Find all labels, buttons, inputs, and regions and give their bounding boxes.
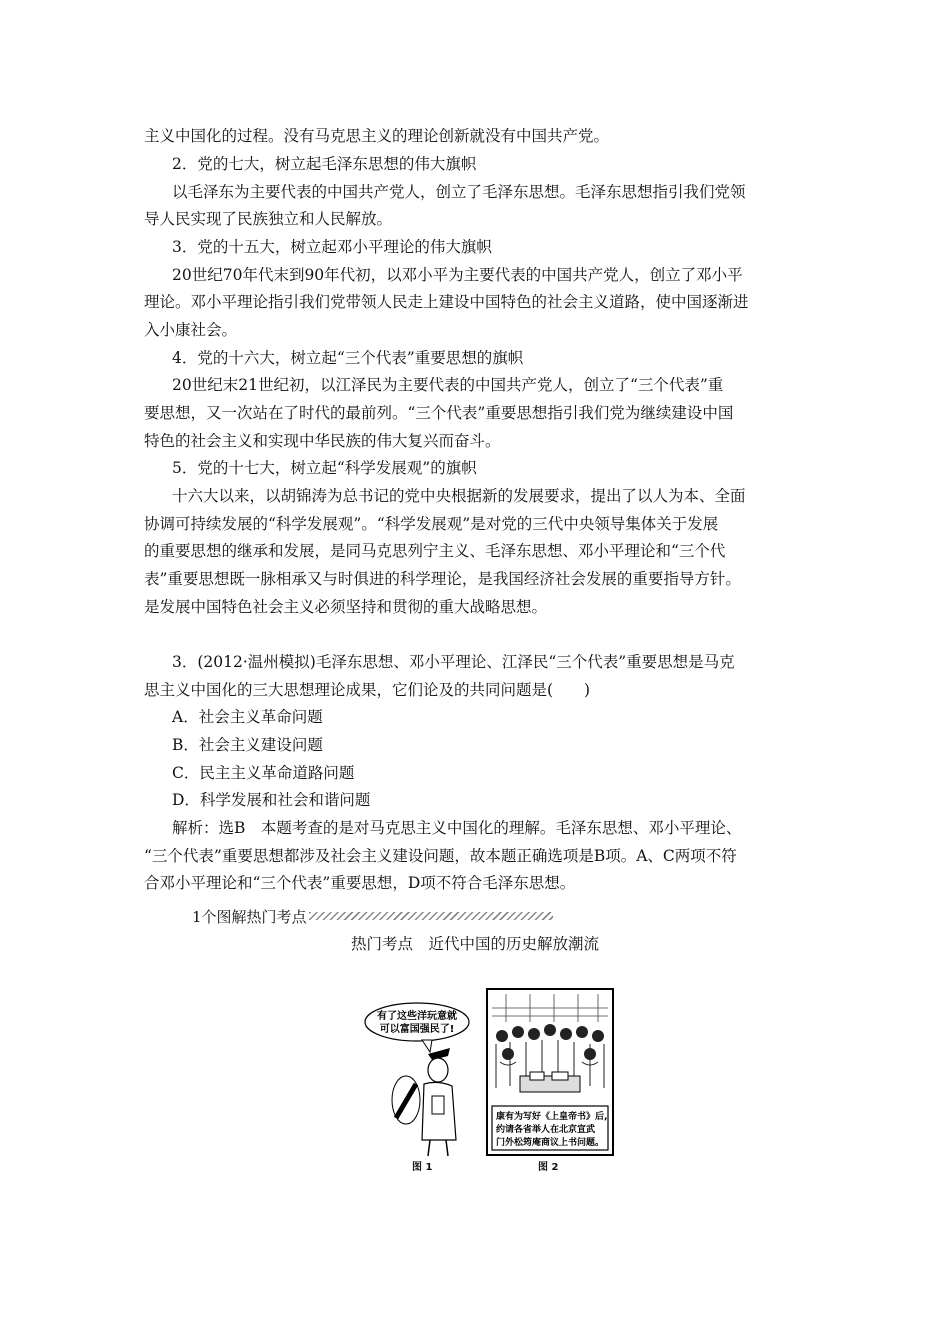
- paragraph-line: 是发展中国特色社会主义必须坚持和贯彻的重大战略思想。: [144, 598, 548, 616]
- paragraph-line: 主义中国化的过程。没有马克思主义的理论创新就没有中国共产党。: [144, 127, 610, 145]
- hot-point-title: 热门考点 近代中国的历史解放潮流: [350, 935, 599, 953]
- document: [552, 1072, 568, 1080]
- table: [520, 1076, 580, 1092]
- figure-legs: [428, 1140, 448, 1156]
- option-c: C．民主主义革命道路问题: [172, 764, 355, 782]
- figure-1-cartoon: [360, 1000, 478, 1160]
- question-stem: 3．(2012·温州模拟)毛泽东思想、邓小平理论、江泽民“三个代表”重要思想是马克: [172, 653, 735, 671]
- section-heading-4: 4．党的十六大，树立起“三个代表”重要思想的旗帜: [172, 349, 524, 367]
- analysis-line: 合邓小平理论和“三个代表”重要思想，D项不符合毛泽东思想。: [144, 874, 576, 892]
- paragraph-line: 特色的社会主义和实现中华民族的伟大复兴而奋斗。: [144, 432, 501, 450]
- fig2-text-line3: 门外松筠庵商议上书问题。: [496, 1138, 605, 1148]
- paragraph-line: 20世纪70年代末到90年代初，以邓小平为主要代表的中国共产党人，创立了邓小平: [172, 266, 743, 284]
- paragraph-line: 入小康社会。: [144, 321, 238, 339]
- hot-point-label: [192, 906, 553, 926]
- section-heading-2: 2．党的七大，树立起毛泽东思想的伟大旗帜: [172, 155, 477, 173]
- paragraph-line: 理论。邓小平理论指引我们党带领人民走上建设中国特色的社会主义道路，使中国逐渐进: [144, 293, 749, 311]
- fig2-caption: 图 2: [538, 1162, 559, 1173]
- paragraph-line: 以毛泽东为主要代表的中国共产党人，创立了毛泽东思想。毛泽东思想指引我们党领: [172, 183, 746, 201]
- hatch-rule: [309, 912, 553, 920]
- fig2-text-line1: 康有为写好《上皇帝书》后,: [496, 1112, 608, 1122]
- fig1-bubble-line2: 可以富国强民了!: [379, 1024, 455, 1035]
- figure-2-cartoon: [486, 988, 614, 1156]
- paragraph-line: 要思想，又一次站在了时代的最前列。“三个代表”重要思想指引我们党为继续建设中国: [144, 404, 734, 422]
- section-heading-3: 3．党的十五大，树立起邓小平理论的伟大旗帜: [172, 238, 492, 256]
- bubble-tail: [422, 1040, 432, 1052]
- paragraph-line: 协调可持续发展的“科学发展观”。“科学发展观”是对党的三代中央领导集体关于发展: [144, 515, 719, 533]
- fig1-bubble-line1: 有了这些洋玩意就: [377, 1011, 457, 1022]
- paragraph-line: 十六大以来，以胡锦涛为总书记的党中央根据新的发展要求，提出了以人为本、全面: [172, 487, 746, 505]
- paragraph-line: 的重要思想的继承和发展，是同马克思列宁主义、毛泽东思想、邓小平理论和“三个代: [144, 542, 726, 560]
- paragraph-line: 20世纪末21世纪初，以江泽民为主要代表的中国共产党人，创立了“三个代表”重: [172, 376, 724, 394]
- analysis-line: 解析：选B 本题考查的是对马克思主义中国化的理解。毛泽东思想、邓小平理论、: [172, 819, 742, 837]
- fig1-caption: 图 1: [412, 1162, 433, 1173]
- option-b: B．社会主义建设问题: [172, 736, 323, 754]
- robe-badge: [432, 1096, 444, 1114]
- analysis-line: “三个代表”重要思想都涉及社会主义建设问题，故本题正确选项是B项。A、C两项不符: [144, 847, 737, 865]
- section-heading-5: 5．党的十七大，树立起“科学发展观”的旗帜: [172, 459, 477, 477]
- paragraph-line: 导人民实现了民族独立和人民解放。: [144, 210, 393, 228]
- option-d: D．科学发展和社会和谐问题: [172, 791, 371, 809]
- option-a: A．社会主义革命问题: [172, 708, 323, 726]
- figure-head: [428, 1058, 448, 1082]
- speech-bubble: [365, 1003, 469, 1041]
- document: [530, 1072, 544, 1080]
- hot-point-label-text: 1个图解热门考点: [192, 907, 307, 926]
- question-stem: 思主义中国化的三大思想理论成果，它们论及的共同问题是( ): [144, 681, 591, 699]
- fig2-text-line2: 约请各省举人在北京宣武: [496, 1125, 596, 1135]
- paragraph-line: 表”重要思想既一脉相承又与时俱进的科学理论，是我国经济社会发展的重要指导方针。: [144, 570, 741, 588]
